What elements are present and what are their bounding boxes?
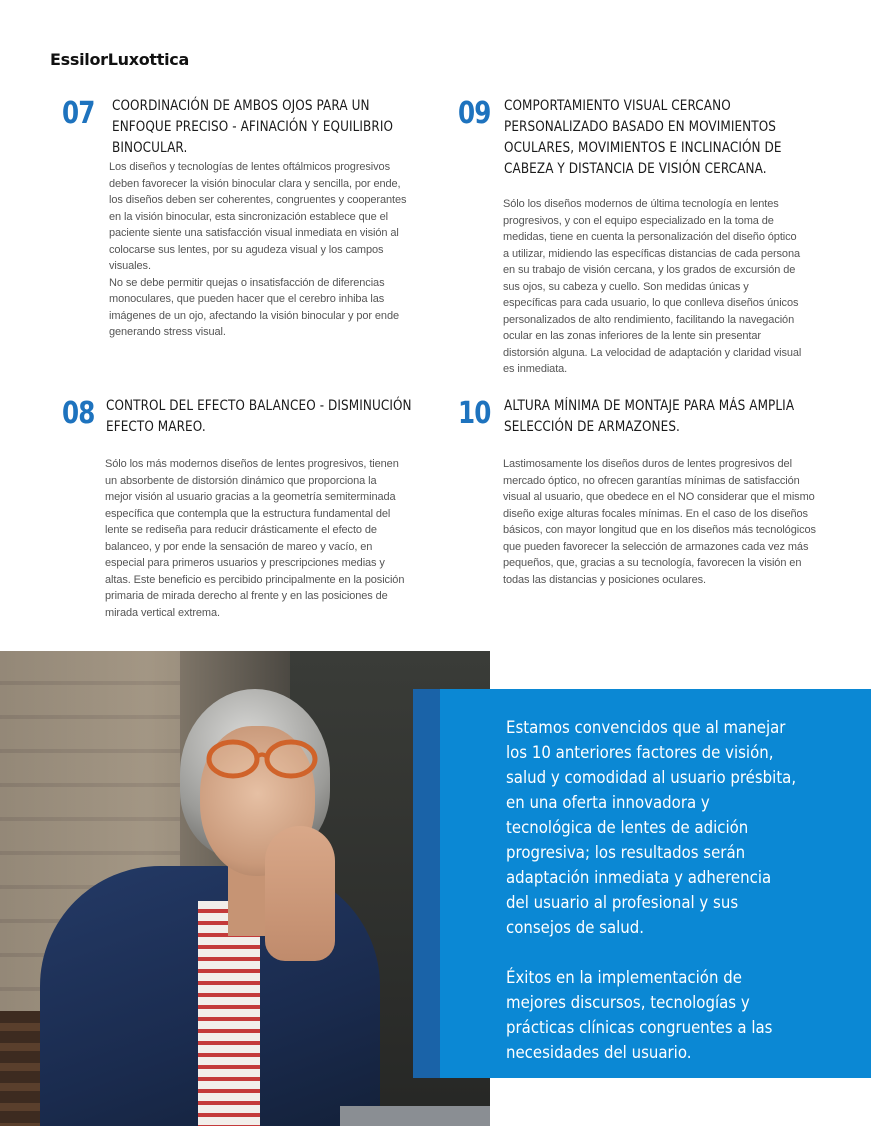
section-number: 10 [458,396,491,431]
closing-quote [506,716,796,1091]
glasses-icon [205,739,325,779]
section-number: 09 [458,96,491,131]
hand [265,826,335,961]
section-body [503,196,803,378]
section-number: 07 [62,96,95,131]
section-title: COMPORTAMIENTO VISUAL CERCANO PERSONALIZADO BASADO EN MOVIMIENTOS OCULARES, MOVIMIENTOS E INCLINACIÓN DE CABEZA Y DISTANCIA DE VISIÓN CERCANA. [504,98,782,177]
section-body [109,159,409,341]
section-title: ALTURA MÍNIMA DE MONTAJE PARA MÁS AMPLIA SELECCIÓN DE ARMAZONES. [504,398,795,435]
paragraph: No se debe permitir quejas o insatisfacción de diferencias monoculares, que pueden hacer que el cerebro inhiba las imágenes de un ojo, afectando la visión binocular y por ende generando stress visual. [109,276,399,338]
brand-logo: EssilorLuxottica [50,50,189,69]
laptop [340,1106,490,1126]
section-body [105,456,405,621]
quote-paragraph: Éxitos en la implementación de mejores discursos, tecnologías y prácticas clínicas congruentes a las necesidades del usuario. [506,968,773,1063]
paragraph: Lastimosamente los diseños duros de lentes progresivos del mercado óptico, no ofrecen garantías mínimas de satisfacción visual al usuario, que obedece en el NO considerar que el mismo diseño exige alturas focales mínimas. En el caso de los diseños básicos, con mayor longitud que en los diseños más tecnológicos que pueden favorecer la selección de armazones cada vez más pequeños, que, gracias a su tecnología, favorecen la visión en todas las distancias y posiciones oculares. [503,458,816,586]
section-number: 08 [62,396,95,431]
paragraph: Los diseños y tecnologías de lentes oftálmicos progresivos deben favorecer la visión binocular clara y sencilla, por ende, los diseños deben ser coherentes, congruentes y cooperantes en la visión binocular, esta sincronización establece que el paciente siente una satisfacción visual inmediata en visión al colocarse sus lentes, por su agudeza visual y los campos visuales. [109,161,407,272]
section-title: CONTROL DEL EFECTO BALANCEO - DISMINUCIÓN EFECTO MAREO. [106,398,412,435]
paragraph: Sólo los diseños modernos de última tecnología en lentes progresivos, y con el equipo especializado en la toma de medidas, tiene en cuenta la personalización del diseño óptico a utilizar, midiendo las específicas distancias de cada persona en su trabajo de visión cercana, y los grados de excursión de sus ojos, su cabeza y cuello. Son medidas únicas y específicas para cada usuario, lo que conlleva diseños únicos personalizados de alto rendimiento, facilitando la navegación ocular en las zonas inferiores de la lente sin presentar distorsión alguna. La velocidad de adaptación y claridad visual es inmediata. [503,198,802,375]
quote-paragraph: Estamos convencidos que al manejar los 10 anteriores factores de visión, salud y comodidad al usuario présbita, en una oferta innovadora y tecnológica de lentes de adición progresiva; los resultados serán adaptación inmediata y adherencia del usuario al profesional y sus consejos de salud. [506,718,797,938]
paragraph: Sólo los más modernos diseños de lentes progresivos, tienen un absorbente de distorsión dinámico que proporciona la mejor visión al usuario gracias a la geometría semiterminada específica que contempla que la estructura fundamental del lente se rediseña para reducir drásticamente el efecto de balanceo, y por ende la sensación de mareo y vacío, en especial para primeros usuarios y prescripciones medias y altas. Este beneficio es percibido principalmente en la posición primaria de mirada derecho al frente y en las posiciones de mirada vertical extrema. [105,458,405,619]
section-title: COORDINACIÓN DE AMBOS OJOS PARA UN ENFOQUE PRECISO - AFINACIÓN Y EQUILIBRIO BINOCULAR. [112,98,394,156]
section-body [503,456,821,588]
